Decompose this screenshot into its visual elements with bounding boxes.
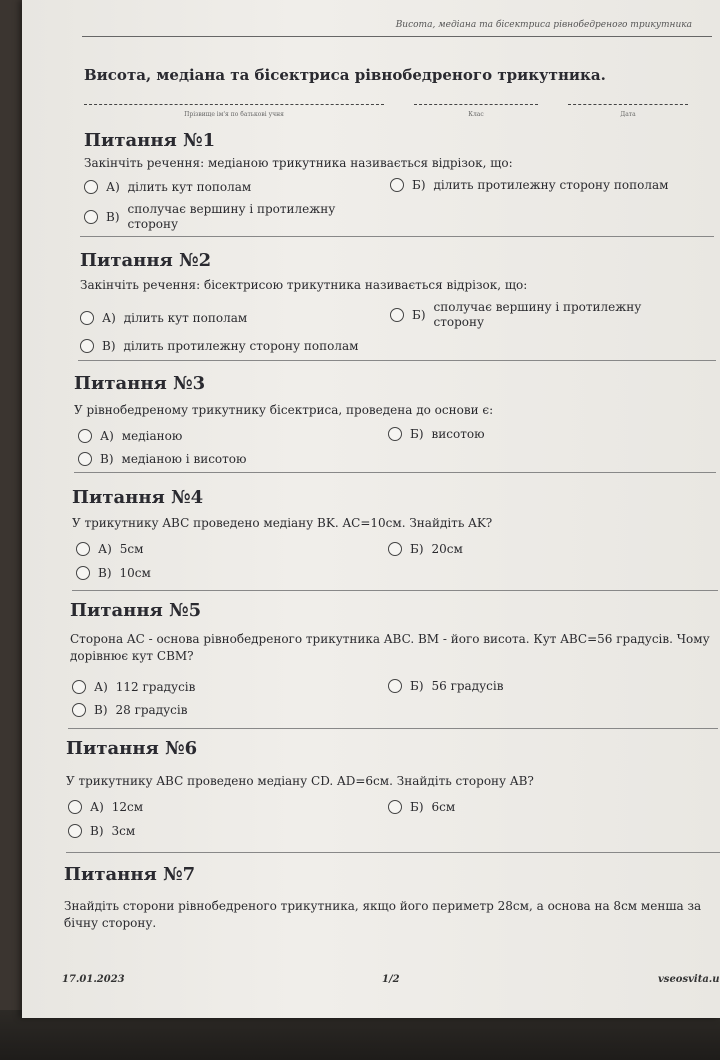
radio-icon[interactable] [84, 180, 98, 194]
footer-page-number: 1/2 [382, 974, 400, 985]
name-field-line [84, 104, 384, 105]
name-field-label: Прізвище ім'я по батькові учня [184, 111, 284, 118]
question-4-text: У трикутнику ABC проведено медіану BK. AC=10см. Знайдіть AK? [72, 516, 493, 530]
q6-option-b[interactable]: Б) 6см [388, 800, 455, 814]
class-field-label: Клас [468, 111, 484, 118]
q1-option-a[interactable]: А) ділить кут пополам [84, 180, 251, 194]
footer-date: 17.01.2023 [62, 974, 125, 985]
radio-icon[interactable] [80, 339, 94, 353]
q6-option-c[interactable]: В) 3см [68, 824, 135, 838]
question-7-title: Питання №7 [64, 864, 196, 885]
worksheet-page [22, 0, 720, 1018]
question-7-text: Знайдіть сторони рівнобедреного трикутника, якщо його периметр 28см, а основа на 8см менша за бічну сторону. [64, 899, 702, 930]
question-5-text: Сторона AC - основа рівнобедреного трикутника ABC. BM - його висота. Кут ABC=56 градусів. Чому дорівнює кут CBM? [70, 632, 710, 663]
q6-option-a[interactable]: А) 12см [68, 800, 143, 814]
radio-icon[interactable] [388, 542, 402, 556]
question-1-text: Закінчіть речення: медіаною трикутника називається відрізок, що: [84, 156, 513, 170]
question-6-text: У трикутнику ABC проведено медіану CD. AD=6см. Знайдіть сторону AB? [66, 774, 534, 788]
radio-icon[interactable] [68, 824, 82, 838]
q4-option-a[interactable]: А) 5см [76, 542, 143, 556]
date-field-label: Дата [620, 111, 636, 118]
radio-icon[interactable] [68, 800, 82, 814]
question-6-title: Питання №6 [66, 738, 198, 759]
divider [80, 236, 714, 237]
q2-option-b[interactable]: Б) сполучає вершину і протилежну сторону [390, 300, 674, 330]
radio-icon[interactable] [78, 452, 92, 466]
question-2-title: Питання №2 [80, 250, 212, 271]
header-rule [82, 36, 712, 37]
radio-icon[interactable] [390, 178, 404, 192]
page-title: Висота, медіана та бісектриса рівнобедреного трикутника. [84, 66, 606, 84]
footer-site: vseosvita.u [658, 974, 720, 985]
radio-icon[interactable] [76, 542, 90, 556]
radio-icon[interactable] [388, 800, 402, 814]
question-4-title: Питання №4 [72, 487, 204, 508]
q5-option-c[interactable]: В) 28 градусів [72, 703, 187, 717]
q1-option-b[interactable]: Б) ділить протилежну сторону пополам [390, 178, 668, 192]
radio-icon[interactable] [80, 311, 94, 325]
q2-option-c[interactable]: В) ділить протилежну сторону пополам [80, 339, 358, 353]
running-header: Висота, медіана та бісектриса рівнобедреного трикутника [395, 20, 692, 30]
q3-option-c[interactable]: В) медіаною і висотою [78, 452, 246, 466]
q5-option-b[interactable]: Б) 56 градусів [388, 679, 503, 693]
question-2-text: Закінчіть речення: бісектрисою трикутника називається відрізок, що: [80, 278, 528, 292]
radio-icon[interactable] [72, 703, 86, 717]
radio-icon[interactable] [76, 566, 90, 580]
q5-option-a[interactable]: А) 112 градусів [72, 680, 195, 694]
radio-icon[interactable] [72, 680, 86, 694]
q2-option-a[interactable]: А) ділить кут пополам [80, 311, 247, 325]
q1-option-c[interactable]: В) сполучає вершину і протилежну сторону [84, 202, 343, 232]
divider [68, 728, 718, 729]
q3-option-a[interactable]: А) медіаною [78, 429, 182, 443]
radio-icon[interactable] [388, 427, 402, 441]
divider [66, 852, 720, 853]
radio-icon[interactable] [78, 429, 92, 443]
radio-icon[interactable] [388, 679, 402, 693]
question-3-title: Питання №3 [74, 373, 206, 394]
class-field-line [414, 104, 538, 105]
q3-option-b[interactable]: Б) висотою [388, 427, 485, 441]
divider [78, 360, 716, 361]
q4-option-c[interactable]: В) 10см [76, 566, 151, 580]
divider [72, 590, 718, 591]
question-3-text: У рівнобедреному трикутнику бісектриса, проведена до основи є: [74, 403, 494, 417]
date-field-line [568, 104, 688, 105]
q4-option-b[interactable]: Б) 20см [388, 542, 463, 556]
question-5-title: Питання №5 [70, 600, 202, 621]
question-1-title: Питання №1 [84, 130, 216, 151]
divider [74, 472, 716, 473]
radio-icon[interactable] [390, 308, 404, 322]
radio-icon[interactable] [84, 210, 98, 224]
